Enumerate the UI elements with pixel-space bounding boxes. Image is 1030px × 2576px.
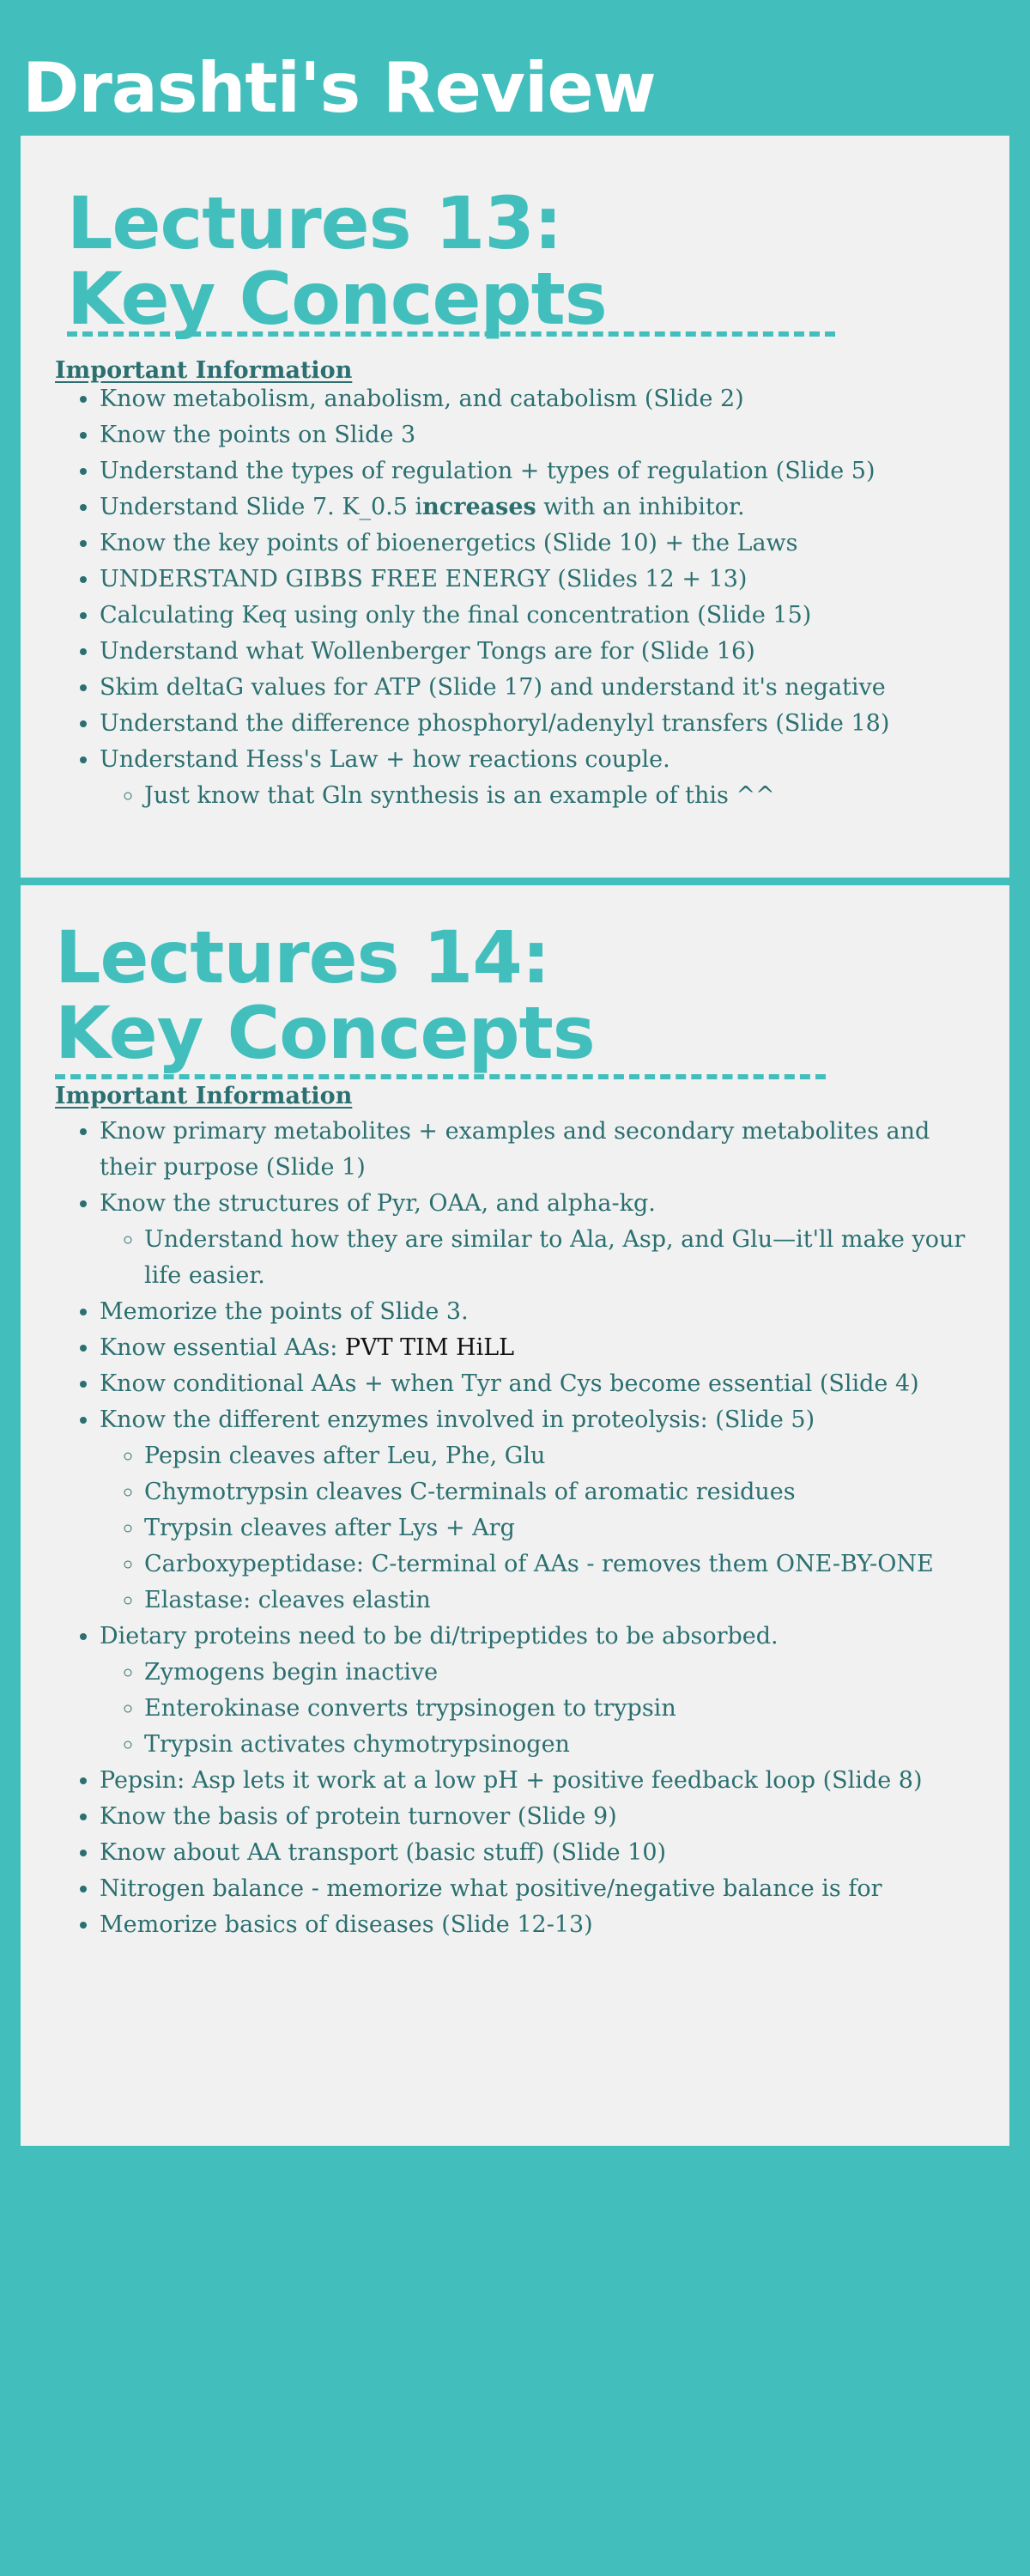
- list-item: [100, 1619, 992, 1763]
- sub-list-item: ◦ Carboxypeptidase: C-terminal of AAs - removes them ONE-BY-ONE: [144, 1546, 992, 1583]
- item-text: Know essential AAs:: [100, 1334, 345, 1361]
- item-text: Know the different enzymes involved in proteolysis: (Slide 5): [100, 1406, 815, 1433]
- sub-list-item: ◦ Chymotrypsin cleaves C-terminals of aromatic residues: [144, 1474, 992, 1510]
- sub-list-item: ◦ Pepsin cleaves after Leu, Phe, Glu: [144, 1438, 992, 1474]
- sub-list: [100, 1438, 992, 1619]
- list-item: • Know primary metabolites + examples and secondary metabolites and their purpose (Slide 1): [100, 1114, 992, 1186]
- item-text: with an inhibitor.: [536, 494, 745, 520]
- lecture-13-heading-line1: Lectures 13:: [67, 181, 562, 265]
- sub-list: [100, 1222, 992, 1294]
- sub-list-item: ◦ Trypsin cleaves after Lys + Arg: [144, 1510, 992, 1546]
- list-item: • Understand the difference phosphoryl/adenylyl transfers (Slide 18): [100, 706, 992, 742]
- list-item: [100, 742, 992, 814]
- lecture-14-heading: [55, 915, 595, 1075]
- list-item: • Understand what Wollenberger Tongs are for (Slide 16): [100, 634, 992, 670]
- list-item: • Know the key points of bioenergetics (Slide 10) + the Laws: [100, 526, 992, 562]
- sub-list-item: ◦ Zymogens begin inactive: [144, 1655, 992, 1691]
- list-item: [100, 1186, 992, 1294]
- list-item: • Know about AA transport (basic stuff) (Slide 10): [100, 1835, 992, 1871]
- sub-list-item: ◦ Trypsin activates chymotrypsinogen: [144, 1727, 992, 1763]
- item-text: Understand Slide 7. K_0.5 i: [100, 494, 423, 520]
- list-item: • Calculating Keq using only the final concentration (Slide 15): [100, 598, 992, 634]
- list-item: • Memorize the points of Slide 3.: [100, 1294, 992, 1330]
- lecture-13-card: [21, 136, 1009, 878]
- list-item: • Nitrogen balance - memorize what positive/negative balance is for: [100, 1871, 992, 1907]
- heading-dashed-divider: [67, 331, 835, 337]
- heading-dashed-divider: [55, 1074, 826, 1079]
- section-label: Important Information: [55, 357, 353, 384]
- list-item: • Memorize basics of diseases (Slide 12-13): [100, 1907, 992, 1943]
- lecture-14-card: [21, 885, 1009, 2146]
- lecture-13-heading: [67, 181, 607, 341]
- sub-list-item: ◦ Enterokinase converts trypsinogen to trypsin: [144, 1691, 992, 1727]
- bold-text: ncreases: [422, 494, 536, 520]
- list-item: [100, 489, 992, 526]
- lecture-14-list: [55, 1114, 992, 1943]
- sub-list-item: ◦ Just know that Gln synthesis is an example of this ^^: [144, 778, 992, 814]
- lecture-14-heading-line1: Lectures 14:: [55, 915, 550, 999]
- list-item: • UNDERSTAND GIBBS FREE ENERGY (Slides 12 + 13): [100, 562, 992, 598]
- list-item: • Know the points on Slide 3: [100, 417, 992, 453]
- sub-list: [100, 778, 992, 814]
- list-item: • Understand the types of regulation + types of regulation (Slide 5): [100, 453, 992, 489]
- highlight-text: PVT TIM HiLL: [344, 1334, 515, 1361]
- item-text: Understand Hess's Law + how reactions couple.: [100, 746, 670, 773]
- sub-list: [100, 1655, 992, 1763]
- list-item: • Skim deltaG values for ATP (Slide 17) and understand it's negative: [100, 670, 992, 706]
- list-item: • Pepsin: Asp lets it work at a low pH + positive feedback loop (Slide 8): [100, 1763, 992, 1799]
- list-item: • Know metabolism, anabolism, and catabolism (Slide 2): [100, 381, 992, 417]
- list-item: • Know conditional AAs + when Tyr and Cys become essential (Slide 4): [100, 1366, 992, 1402]
- list-item: • Know the basis of protein turnover (Slide 9): [100, 1799, 992, 1835]
- sub-list-item: ◦ Elastase: cleaves elastin: [144, 1583, 992, 1619]
- item-text: Dietary proteins need to be di/tripeptides to be absorbed.: [100, 1623, 779, 1649]
- lecture-14-heading-line2: Key Concepts: [55, 991, 595, 1075]
- list-item: [100, 1402, 992, 1619]
- lecture-13-heading-line2: Key Concepts: [67, 257, 607, 341]
- sub-list-item: ◦ Understand how they are similar to Ala, Asp, and Glu—it'll make your life easier.: [144, 1222, 992, 1294]
- lecture-13-list: [55, 381, 992, 814]
- item-text: Know the structures of Pyr, OAA, and alpha-kg.: [100, 1190, 656, 1217]
- section-label: Important Information: [55, 1083, 353, 1109]
- list-item: [100, 1330, 992, 1366]
- page-title: Drashti's Review: [22, 48, 656, 128]
